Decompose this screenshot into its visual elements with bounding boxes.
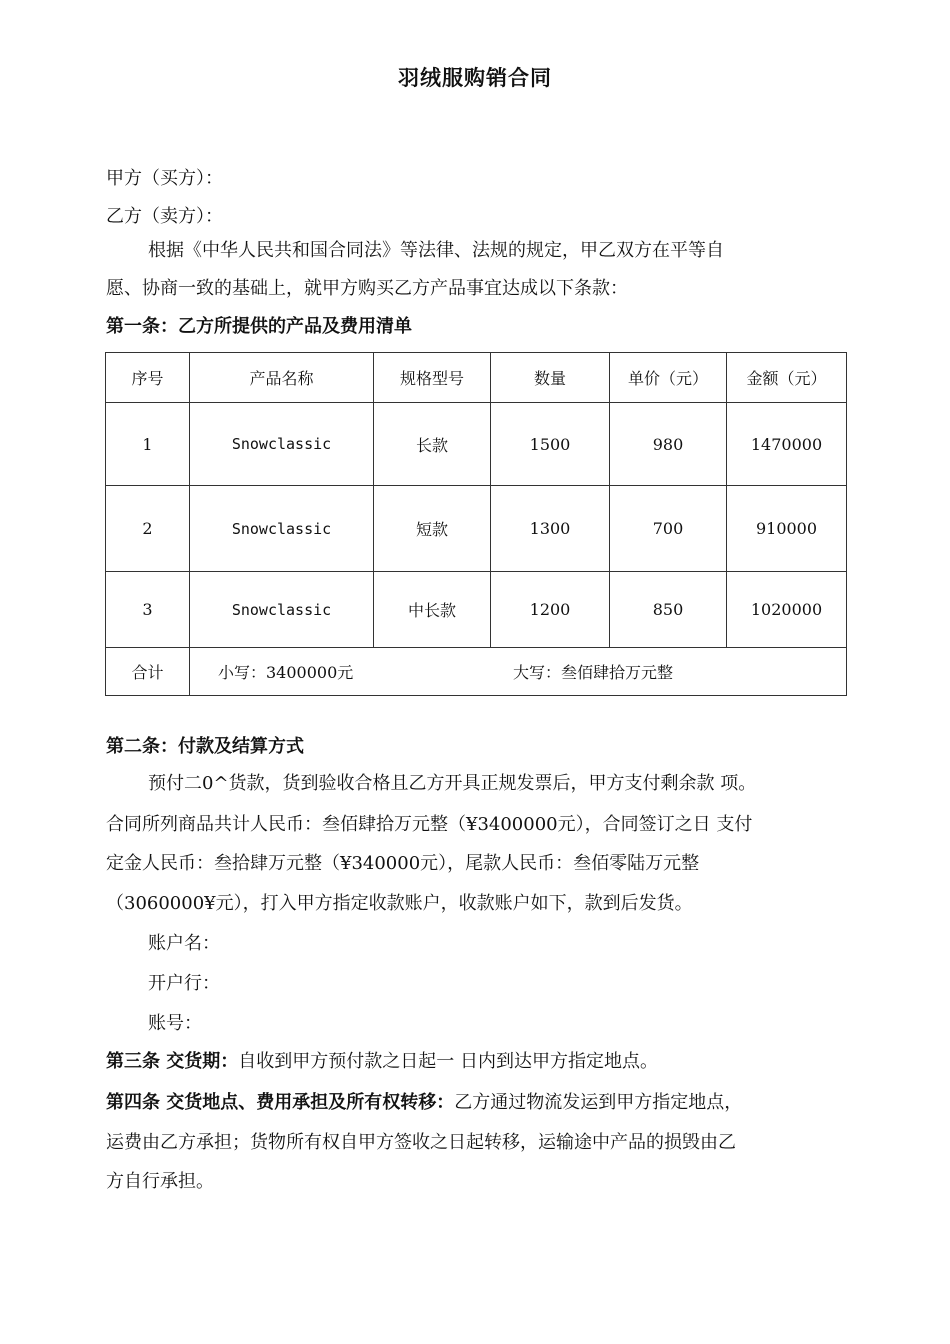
article4-line-3: 方自行承担。	[106, 1171, 214, 1192]
total-amount-cell	[190, 648, 847, 696]
table-header-row	[106, 353, 847, 403]
article4-label: 第四条 交货地点、费用承担及所有权转移：	[106, 1092, 455, 1113]
product-fee-table	[105, 352, 847, 696]
article4-line-1	[106, 1088, 742, 1114]
table-row	[106, 572, 847, 648]
article2-heading: 第二条：付款及结算方式	[106, 736, 304, 757]
article2-line-2: 合同所列商品共计人民币：叁佰肆拾万元整（¥3400000元），合同签订之日 支付	[106, 814, 753, 835]
table-row	[106, 403, 847, 486]
cell-product-name: Snowclassic	[190, 403, 374, 486]
article1-heading: 第一条：乙方所提供的产品及费用清单	[106, 316, 412, 337]
preamble-line-1: 根据《中华人民共和国合同法》等法律、法规的规定，甲乙双方在平等自	[148, 240, 724, 261]
account-name-line: 账户名：	[148, 933, 220, 954]
cell-product-name: Snowclassic	[190, 486, 374, 572]
party-a-line: 甲方（买方）：	[106, 168, 223, 189]
header-spec: 规格型号	[374, 353, 491, 403]
party-b-line: 乙方（卖方）：	[106, 206, 223, 227]
cell-amount: 910000	[727, 486, 847, 572]
cell-spec: 短款	[374, 486, 491, 572]
cell-quantity: 1200	[491, 572, 610, 648]
document-title: 羽绒服购销合同	[398, 66, 552, 90]
cell-unit-price: 850	[610, 572, 727, 648]
table-row	[106, 486, 847, 572]
header-unit-price: 单价（元）	[610, 353, 727, 403]
total-label: 合计	[106, 648, 190, 696]
header-index: 序号	[106, 353, 190, 403]
table-total-row	[106, 648, 847, 696]
header-amount: 金额（元）	[727, 353, 847, 403]
bank-line: 开户行：	[148, 973, 220, 994]
cell-index: 1	[106, 403, 190, 486]
cell-quantity: 1500	[491, 403, 610, 486]
cell-index: 2	[106, 486, 190, 572]
article2-line-1: 预付二0^货款，货到验收合格且乙方开具正规发票后，甲方支付剩余款 项。	[148, 773, 757, 794]
cell-product-name: Snowclassic	[190, 572, 374, 648]
header-quantity: 数量	[491, 353, 610, 403]
cell-spec: 中长款	[374, 572, 491, 648]
article4-text-1: 乙方通过物流发运到甲方指定地点，	[454, 1092, 743, 1113]
article3-label: 第三条 交货期：	[106, 1051, 239, 1072]
preamble-line-2: 愿、协商一致的基础上，就甲方购买乙方产品事宜达成以下条款：	[106, 278, 628, 299]
total-lowercase-amount: 小写：3400000元	[218, 663, 354, 682]
article4-line-2: 运费由乙方承担；货物所有权自甲方签收之日起转移，运输途中产品的损毁由乙	[106, 1132, 736, 1153]
total-uppercase-amount: 大写：叁佰肆拾万元整	[513, 663, 674, 682]
header-product-name: 产品名称	[190, 353, 374, 403]
article2-line-4: （3060000¥元），打入甲方指定收款账户，收款账户如下，款到后发货。	[106, 893, 693, 914]
cell-amount: 1020000	[727, 572, 847, 648]
account-number-line: 账号：	[148, 1013, 202, 1034]
cell-quantity: 1300	[491, 486, 610, 572]
article3-line	[106, 1047, 658, 1073]
cell-amount: 1470000	[727, 403, 847, 486]
cell-unit-price: 980	[610, 403, 727, 486]
article3-text: 自收到甲方预付款之日起一 日内到达甲方指定地点。	[238, 1051, 659, 1072]
article2-line-3: 定金人民币：叁拾肆万元整（¥340000元），尾款人民币：叁佰零陆万元整	[106, 853, 700, 874]
cell-unit-price: 700	[610, 486, 727, 572]
cell-spec: 长款	[374, 403, 491, 486]
cell-index: 3	[106, 572, 190, 648]
